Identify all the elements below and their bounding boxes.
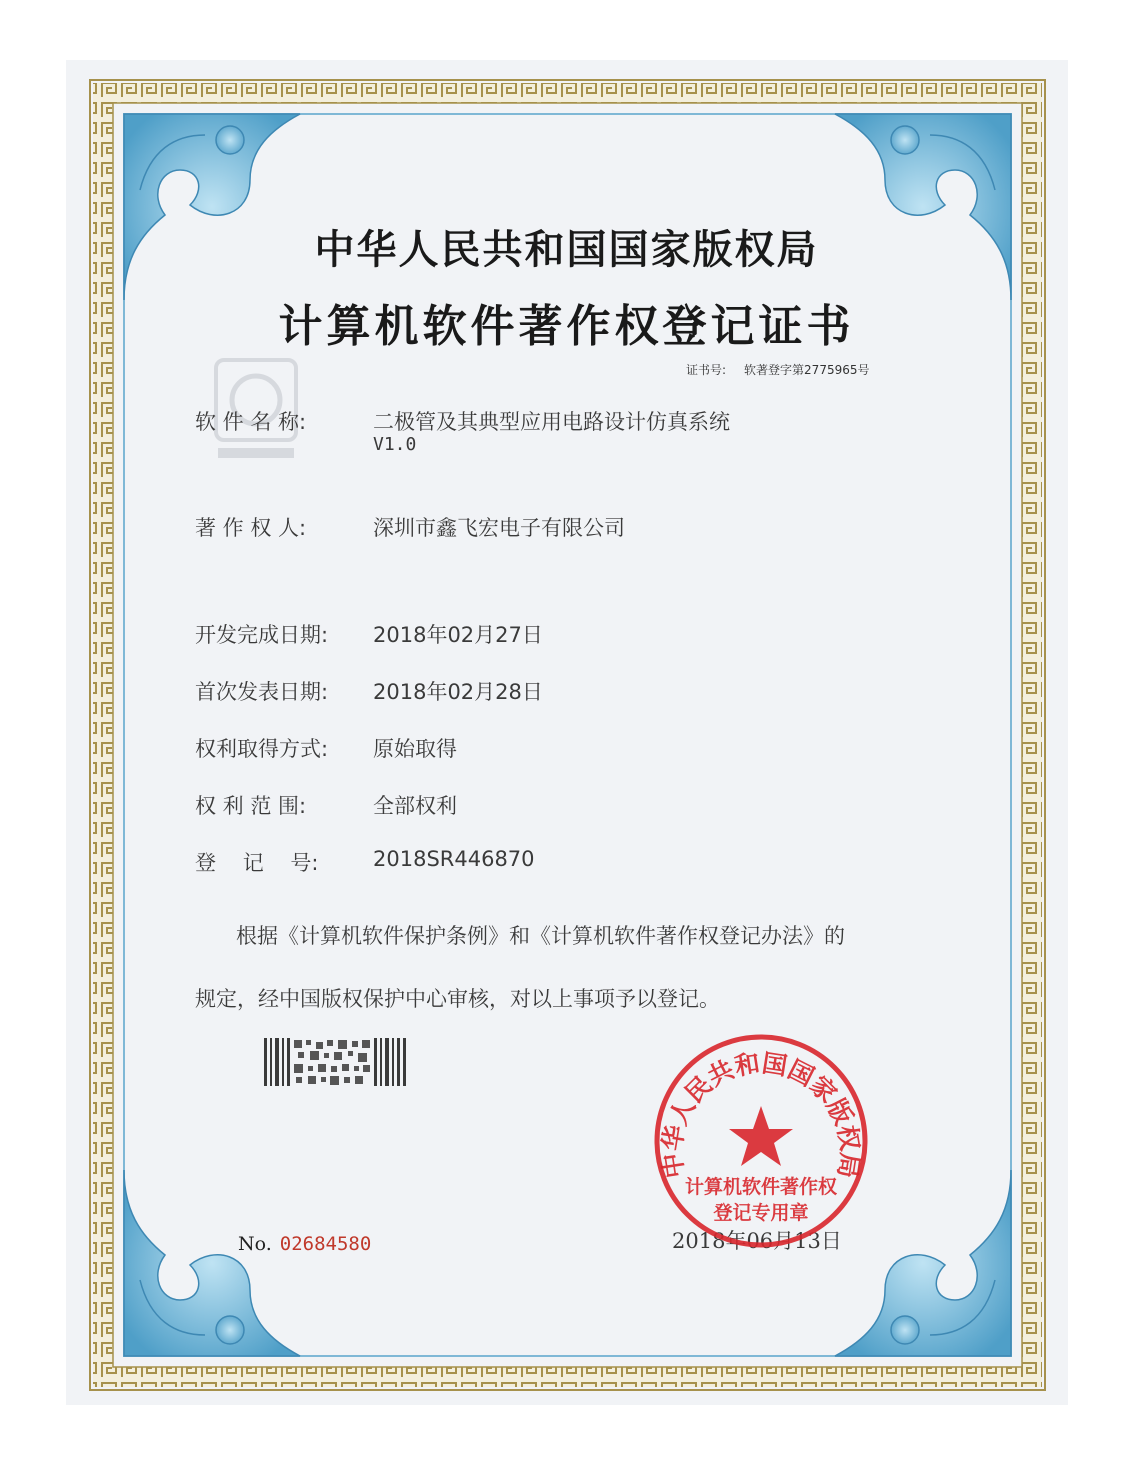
barcode [264, 1038, 406, 1086]
certificate-number-value: 软著登字第2775965号 [744, 363, 870, 377]
certificate-title: 计算机软件著作权登记证书 [278, 301, 855, 352]
rights-scope-value: 全部权利 [373, 794, 457, 818]
issue-date: 2018年06月13日 [672, 1229, 842, 1253]
field-label: 软 件 名 称: [195, 410, 307, 434]
rights-acquisition-value: 原始取得 [373, 737, 457, 761]
field-label: 首次发表日期: [195, 680, 329, 704]
seal-inner-line-2: 登记专用章 [713, 1202, 809, 1224]
statement-line-2: 规定，经中国版权保护中心审核，对以上事项予以登记。 [195, 987, 720, 1011]
certificate-number [686, 361, 870, 378]
seal-ring-text: 中华人民共和国国家版权局 [657, 1048, 865, 1181]
field-rights-acquisition [195, 733, 457, 763]
copyright-owner-value: 深圳市鑫飞宏电子有限公司 [373, 516, 625, 540]
field-label: 权 利 范 围: [195, 794, 307, 818]
software-version-value: V1.0 [373, 434, 417, 455]
field-first-publish-date [195, 676, 543, 706]
field-rights-scope [195, 790, 457, 820]
serial-number: 02684580 [279, 1233, 372, 1255]
field-dev-complete-date [195, 619, 543, 649]
serial-prefix: No. [238, 1233, 272, 1255]
first-publish-date-value: 2018年02月28日 [373, 680, 543, 704]
field-software-name [195, 406, 730, 455]
dev-complete-date-value: 2018年02月27日 [373, 623, 543, 647]
star-icon [729, 1106, 793, 1166]
seal-inner-line-1: 计算机软件著作权 [684, 1176, 838, 1198]
field-label: 权利取得方式: [195, 737, 329, 761]
issuing-authority: 中华人民共和国国家版权局 [314, 227, 819, 273]
software-name-value: 二极管及其典型应用电路设计仿真系统 [373, 410, 730, 434]
field-label: 著 作 权 人: [195, 516, 307, 540]
field-copyright-owner [195, 512, 625, 542]
certificate-number-label: 证书号: [686, 363, 727, 377]
field-label: 登 记 号: [195, 851, 319, 875]
field-registration-no [195, 847, 535, 877]
certificate-serial [238, 1233, 371, 1255]
official-seal [650, 1030, 872, 1252]
field-label: 开发完成日期: [195, 623, 329, 647]
registration-no-value: 2018SR446870 [373, 847, 535, 871]
statement-line-1: 根据《计算机软件保护条例》和《计算机软件著作权登记办法》的 [236, 924, 845, 948]
